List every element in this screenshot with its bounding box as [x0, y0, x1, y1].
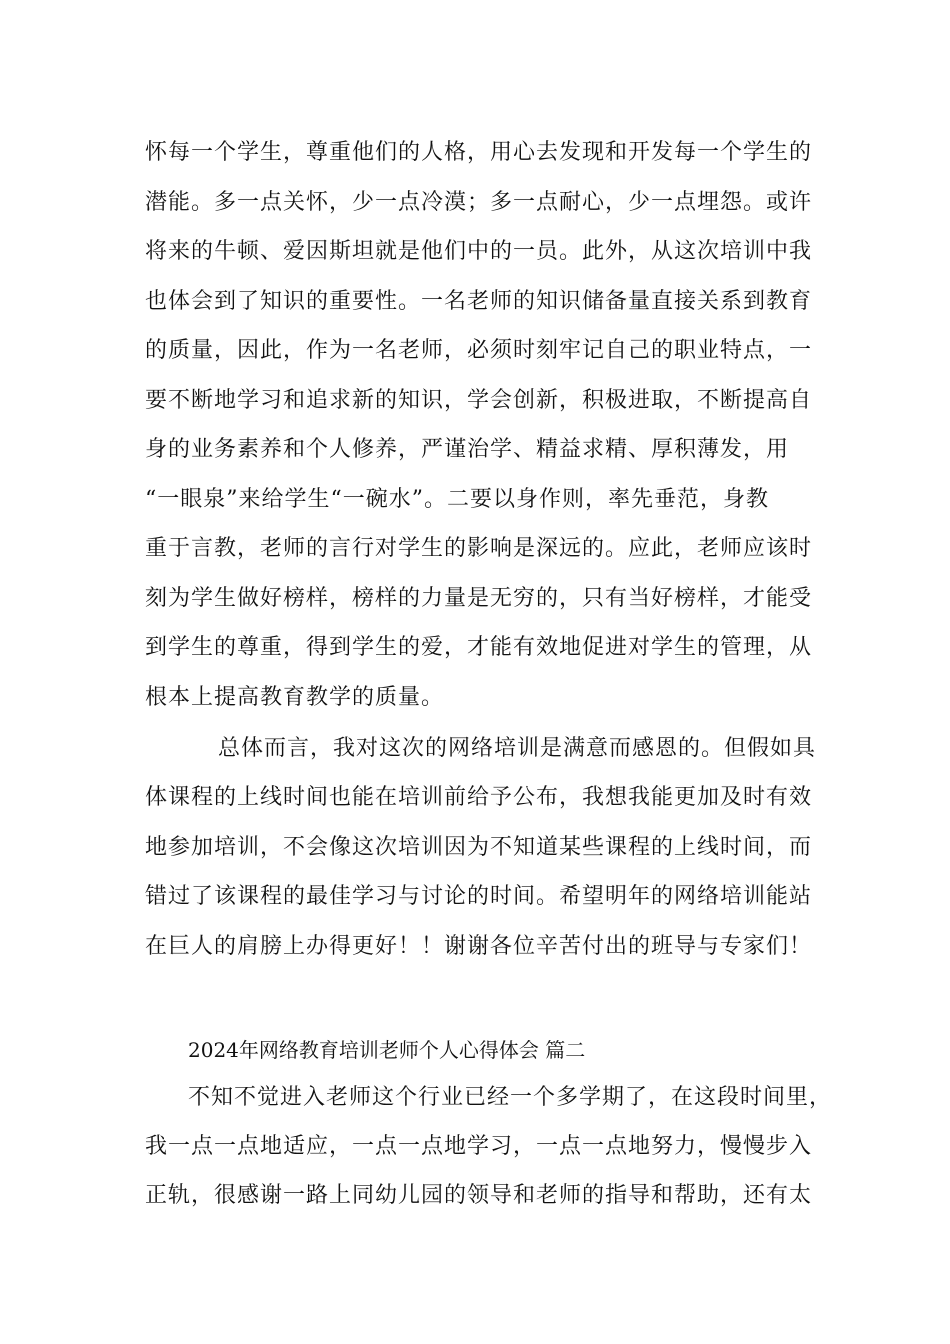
paragraph-1-line: 要不断地学习和追求新的知识，学会创新，积极进取，不断提高自 [145, 388, 813, 413]
paragraph-1-line: 的质量，因此，作为一名老师，必须时刻牢记自己的职业特点，一 [145, 338, 813, 363]
paragraph-2-line: 体课程的上线时间也能在培训前给予公布，我想我能更加及时有效 [145, 785, 813, 810]
paragraph-2-line: 错过了该课程的最佳学习与讨论的时间。希望明年的网络培训能站 [145, 884, 813, 909]
paragraph-1-line: 也体会到了知识的重要性。一名老师的知识储备量直接关系到教育 [145, 289, 813, 314]
paragraph-1-line: 身的业务素养和个人修养，严谨治学、精益求精、厚积薄发，用 [145, 437, 790, 462]
paragraph-1-line: 将来的牛顿、爱因斯坦就是他们中的一员。此外，从这次培训中我 [145, 239, 813, 264]
section-heading: 2024年网络教育培训老师个人心得体会 篇二 [188, 1038, 586, 1062]
paragraph-1-line: 潜能。多一点关怀，少一点冷漠；多一点耐心，少一点埋怨。或许 [145, 190, 813, 215]
paragraph-1-line: 重于言教，老师的言行对学生的影响是深远的。应此，老师应该时 [145, 536, 813, 561]
paragraph-1-line: 根本上提高教育教学的质量。 [145, 685, 445, 710]
paragraph-3-line: 不知不觉进入老师这个行业已经一个多学期了，在这段时间里， [188, 1085, 833, 1110]
paragraph-1-line: “一眼泉”来给学生“一碗水”。二要以身作则，率先垂范，身教 [145, 487, 769, 512]
paragraph-2-line: 地参加培训，不会像这次培训因为不知道某些课程的上线时间，而 [145, 835, 813, 860]
paragraph-1-line: 刻为学生做好榜样，榜样的力量是无穷的，只有当好榜样，才能受 [145, 586, 813, 611]
paragraph-3-line: 我一点一点地适应，一点一点地学习，一点一点地努力，慢慢步入 [145, 1134, 813, 1159]
paragraph-1-line: 到学生的尊重，得到学生的爱，才能有效地促进对学生的管理，从 [145, 635, 813, 660]
paragraph-3-line: 正轨，很感谢一路上同幼儿园的领导和老师的指导和帮助，还有太 [145, 1183, 813, 1208]
paragraph-2-line: 在巨人的肩膀上办得更好！！谢谢各位辛苦付出的班导与专家们！ [145, 934, 813, 959]
paragraph-1-line: 怀每一个学生，尊重他们的人格，用心去发现和开发每一个学生的 [145, 140, 813, 165]
paragraph-2-line: 总体而言，我对这次的网络培训是满意而感恩的。但假如具 [218, 736, 817, 761]
